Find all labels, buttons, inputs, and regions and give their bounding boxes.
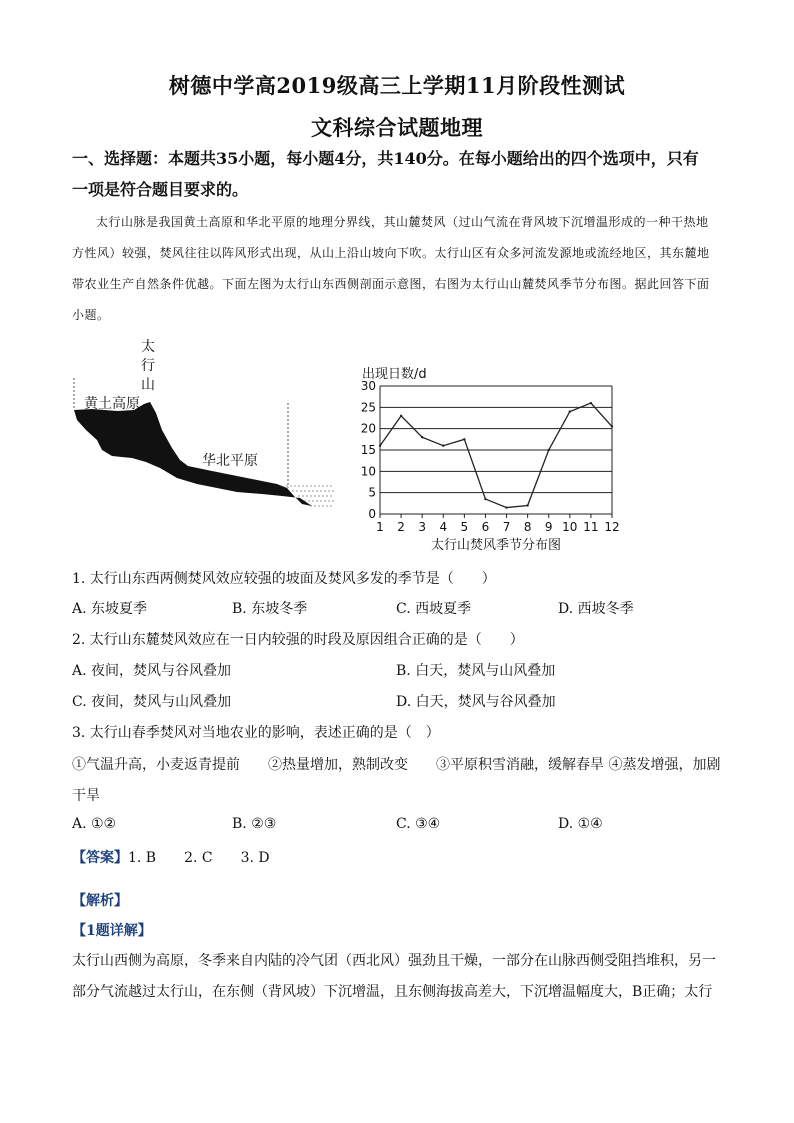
q3-items-line1: ①气温升高，小麦返青提前 ②热量增加，熟制改变 ③平原积雪消融，缓解春旱 ④蒸发增强，加剧 — [72, 757, 721, 773]
foehn-chart-svg — [354, 364, 634, 554]
exam-subtitle: 文科综合试题地理 — [311, 115, 483, 140]
q2-option-a[interactable]: A. 夜间，焚风与谷风叠加 — [72, 663, 232, 679]
data-point — [526, 504, 528, 506]
q3-option-b[interactable]: B. ②③ — [232, 816, 277, 832]
data-point — [421, 436, 423, 438]
q1-option-b[interactable]: B. 东坡冬季 — [232, 601, 308, 617]
q3-option-c[interactable]: C. ③④ — [396, 816, 441, 832]
answer-line — [72, 847, 270, 867]
q2-option-d[interactable]: D. 白天，焚风与谷风叠加 — [396, 694, 556, 710]
data-point — [590, 402, 592, 404]
q3-items-line2: 干旱 — [72, 788, 100, 804]
y-tick-label: 20 — [360, 421, 376, 436]
data-point — [463, 438, 465, 440]
x-tick-label: 6 — [481, 520, 490, 534]
mountain-profile — [74, 402, 312, 506]
x-tick-label: 5 — [460, 520, 469, 534]
question-2-stem: 2. 太行山东麓焚风效应在一日内较强的时段及原因组合正确的是（ ） — [72, 632, 524, 648]
data-point — [484, 498, 486, 500]
profile-diagram — [72, 338, 342, 518]
data-point — [548, 449, 550, 451]
x-tick-label: 3 — [418, 520, 427, 534]
data-point — [379, 445, 381, 447]
q1-detail-label: 【1题详解】 — [72, 923, 152, 939]
north-china-plain-label: 华北平原 — [202, 453, 258, 469]
profile-figure — [72, 338, 342, 518]
x-tick-label: 1 — [376, 520, 384, 534]
q2-option-b[interactable]: B. 白天，焚风与山风叠加 — [396, 663, 556, 679]
x-tick-label: 11 — [583, 520, 599, 534]
analysis-label: 【解析】 — [72, 893, 128, 909]
answer-text: 1. B 2. C 3. D — [128, 850, 270, 866]
x-tick-label: 12 — [604, 520, 620, 534]
chart-title: 太行山焚风季节分布图 — [430, 538, 562, 553]
data-point — [569, 410, 571, 412]
exam-title: 树德中学高2019级高三上学期11月阶段性测试 — [168, 73, 626, 98]
section-heading-line1: 一、选择题：本题共35小题，每小题4分，共140分。在每小题给出的四个选项中，只有 — [72, 149, 699, 168]
q3-option-d[interactable]: D. ①④ — [558, 816, 603, 832]
section-heading-line2: 一项是符合题目要求的。 — [72, 180, 249, 199]
intro-paragraph: 太行山脉是我国黄土高原和华北平原的地理分界线，其山麓焚风（过山气流在背风坡下沉增温形成的一种干热地方性风）较强，焚风往往以阵风形式出现，从山上沿山坡向下吹。太行山区有众多河流发源地或流经地区，其东麓地带农业生产自然条件优越。下面左图为太行山东西侧剖面示意图，右图为太行山山麓焚风季节分布图。据此回答下面小题。 — [72, 215, 710, 322]
data-point — [505, 506, 507, 508]
q1-option-d[interactable]: D. 西坡冬季 — [558, 601, 634, 617]
x-tick-label: 10 — [562, 520, 578, 534]
q1-option-c[interactable]: C. 西坡夏季 — [396, 601, 472, 617]
y-tick-label: 10 — [360, 464, 376, 479]
foehn-chart — [354, 364, 634, 554]
data-point — [400, 415, 402, 417]
question-3-stem: 3. 太行山春季焚风对当地农业的影响，表述正确的是（ ） — [72, 725, 440, 741]
q3-option-a[interactable]: A. ①② — [72, 816, 117, 832]
x-tick-label: 2 — [397, 520, 405, 534]
y-tick-label: 30 — [360, 379, 376, 393]
data-point — [442, 445, 444, 447]
answer-label: 【答案】 — [72, 850, 128, 866]
loess-plateau-label: 黄土高原 — [84, 396, 140, 412]
y-tick-label: 25 — [360, 400, 376, 415]
x-tick-label: 9 — [544, 520, 553, 534]
x-tick-label: 7 — [502, 520, 511, 534]
q1-option-a[interactable]: A. 东坡夏季 — [72, 601, 148, 617]
y-tick-label: 0 — [368, 507, 376, 521]
question-1-stem: 1. 太行山东西两侧焚风效应较强的坡面及焚风多发的季节是（ ） — [72, 571, 496, 587]
y-tick-label: 5 — [368, 485, 376, 500]
y-tick-label: 15 — [360, 443, 376, 457]
data-point — [611, 425, 613, 427]
y-axis-label: 出现日数/d — [362, 367, 427, 382]
series-line — [380, 403, 612, 508]
x-tick-label: 8 — [523, 520, 532, 534]
x-tick-label: 4 — [439, 520, 448, 534]
analysis-paragraph: 太行山西侧为高原，冬季来自内陆的冷气团（西北风）强劲且干燥，一部分在山脉西侧受阻挡堆积，另一部分气流越过太行山，在东侧（背风坡）下沉增温，且东侧海拔高差大，下沉增温幅度大，B正确；太行 — [72, 953, 716, 1000]
mountain-label: 太行山 — [141, 339, 155, 393]
q2-option-c[interactable]: C. 夜间，焚风与山风叠加 — [72, 694, 232, 710]
